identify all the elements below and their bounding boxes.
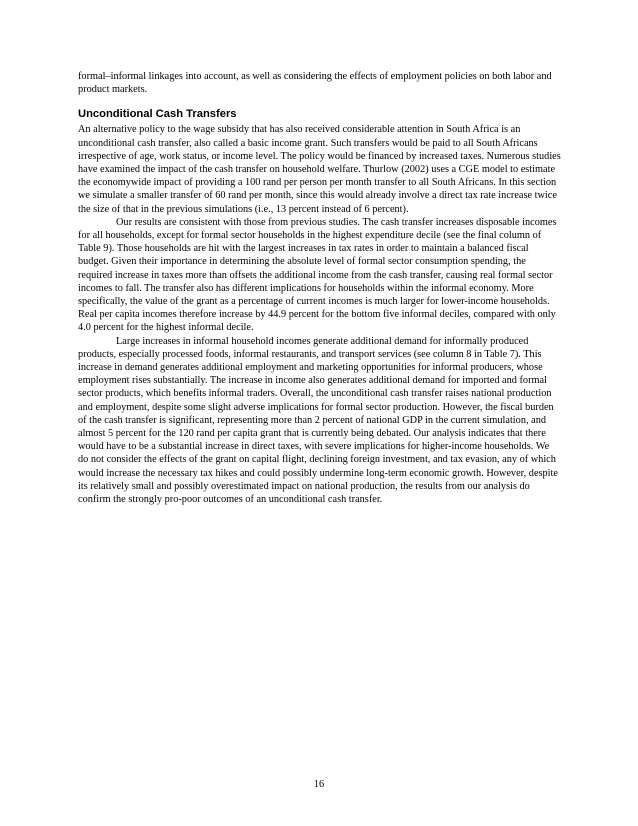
page-body bbox=[78, 70, 561, 506]
body-paragraph-1: An alternative policy to the wage subsidy that has also received considerable attention in South Africa is an unconditional cash transfer, also called a basic income grant. Such transfers would be paid to all South Africans irrespective of age, work status, or income level. The policy would be financed by increased taxes. Numerous studies have examined the impact of the cash transfer on household welfare. Thurlow (2002) uses a CGE model to estimate the economywide impact of providing a 100 rand per person per month transfer to all South Africans. In this section we simulate a smaller transfer of 60 rand per month, since this would already involve a direct tax rate increase twice the size of that in the previous simulations (i.e., 13 percent instead of 6 percent). bbox=[78, 124, 561, 215]
section-heading: Unconditional Cash Transfers bbox=[78, 108, 237, 121]
body-paragraph-2: Our results are consistent with those from previous studies. The cash transfer increases disposable incomes for all households, except for formal sector households in the highest expenditure decile (see the final column of Table 9). Those households are hit with the largest increases in tax rates in order to maintain a balanced fiscal budget. Given their importance in determining the absolute level of formal sector consumption spending, the required increase in taxes more than offsets the additional income from the cash transfer, causing real formal sector incomes to fall. The transfer also has different implications for households within the informal economy. More specifically, the value of the grant as a percentage of current incomes is much larger for lower-income households. Real per capita incomes therefore increase by 44.9 percent for the bottom five informal deciles, compared with only 4.0 percent for the highest informal decile. bbox=[78, 216, 557, 334]
page-number: 16 bbox=[313, 779, 325, 790]
body-paragraph-3: Large increases in informal household incomes generate additional demand for informally produced products, especially processed foods, informal restaurants, and transport services (see column 8 in Table 7). This increase in demand generates additional employment and marketing opportunities for informal producers, whose employment rises substantially. The increase in income also generates additional demand for imported and formal sector products, which benefits informal traders. Overall, the unconditional cash transfer raises national production and employment, despite some slight adverse implications for formal sector production. However, the fiscal burden of the cash transfer is significant, representing more than 2 percent of national GDP in the current simulation, and almost 5 percent for the 120 rand per capita grant that is currently being debated. Our analysis indicates that there would have to be a substantial increase in direct taxes, with severe implications for higher-income households. We do not consider the effects of the grant on capital flight, declining foreign investment, and tax evasion, any of which would increase the necessary tax hikes and could possibly undermine long-term economic growth. However, despite its relatively small and possibly overestimated impact on national production, the results from our analysis do confirm the strongly pro-poor outcomes of an unconditional cash transfer. bbox=[78, 335, 558, 506]
continuation-paragraph: formal–informal linkages into account, as well as considering the effects of employment policies on both labor and product markets. bbox=[78, 71, 552, 96]
